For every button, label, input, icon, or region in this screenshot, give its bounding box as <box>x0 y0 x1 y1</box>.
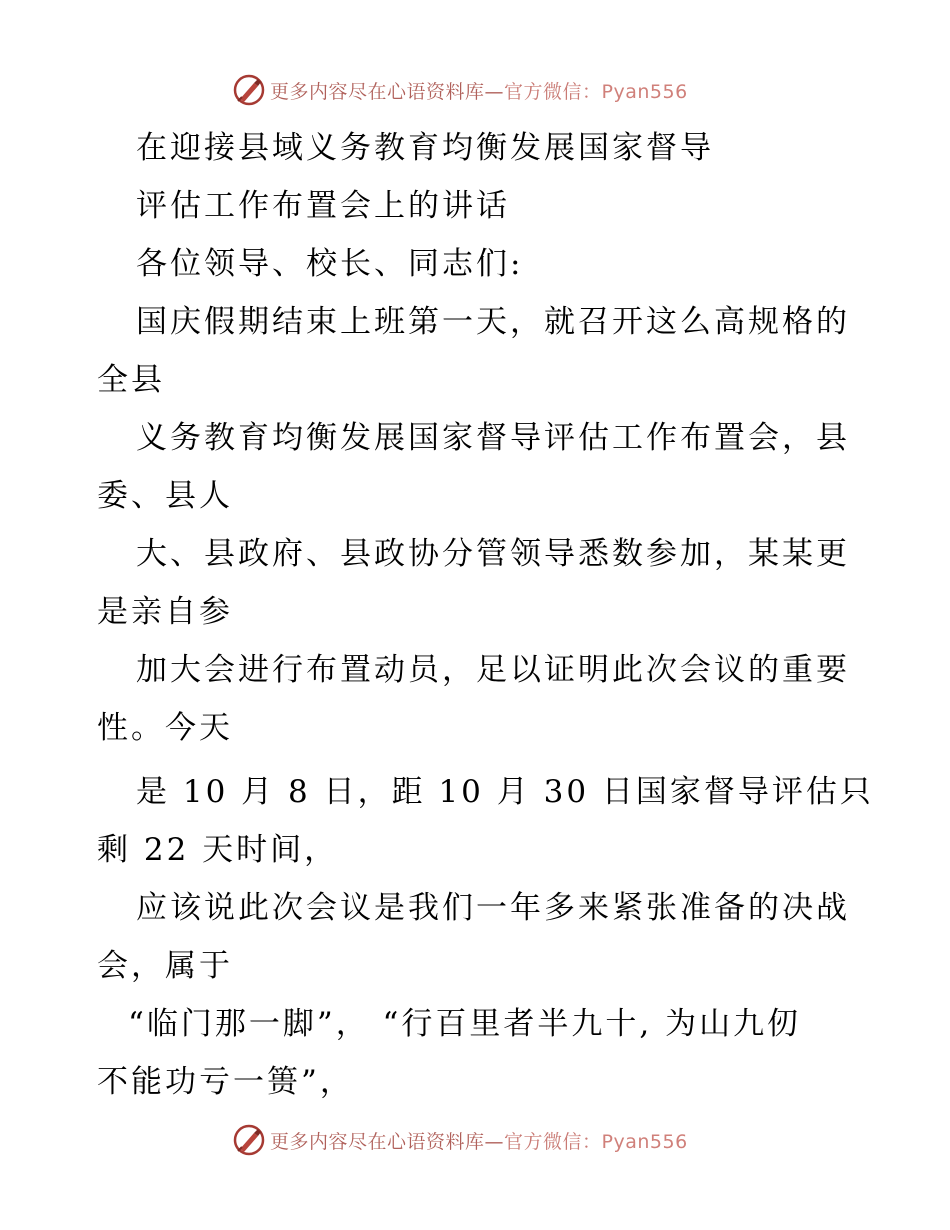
salutation: 各位领导、校长、同志们: <box>136 246 524 282</box>
text-line: 是 10 月 8 日，距 10 月 30 日国家督导评估只 <box>136 774 874 810</box>
watermark-account: Pyan556 <box>601 1130 688 1153</box>
watermark-label: 官方微信： <box>504 80 602 103</box>
text-line: 国庆假期结束上班第一天，就召开这么高规格的 <box>136 304 850 340</box>
watermark-dash: — <box>484 1130 505 1153</box>
watermark-label: 官方微信： <box>504 1130 602 1153</box>
text-line: “临门那一脚”， “行百里者半九十, 为山九仞 <box>128 1006 802 1042</box>
watermark-dash: — <box>484 80 505 103</box>
title-line-2: 评估工作布置会上的讲话 <box>136 188 510 224</box>
text-line: 应该说此次会议是我们一年多来紧张准备的决战 <box>136 890 850 926</box>
text-line: 大、县政府、县政协分管领导悉数参加，某某更 <box>136 536 850 572</box>
watermark-text <box>270 1127 688 1154</box>
text-line: 是亲自参 <box>97 594 233 630</box>
watermark-banner-bottom <box>232 1122 712 1158</box>
red-pen-logo-icon <box>232 1123 266 1157</box>
text-line: 不能功亏一篑”， <box>97 1064 354 1100</box>
title-line-1: 在迎接县域义务教育均衡发展国家督导 <box>136 130 714 166</box>
watermark-account: Pyan556 <box>601 80 688 103</box>
text-line: 全县 <box>97 362 165 398</box>
text-line: 会，属于 <box>97 948 233 984</box>
text-line: 剩 22 天时间， <box>97 832 339 868</box>
text-line: 委、县人 <box>97 478 233 514</box>
watermark-site: 更多内容尽在心语资料库 <box>270 1130 485 1153</box>
watermark-site: 更多内容尽在心语资料库 <box>270 80 485 103</box>
text-line: 加大会进行布置动员，足以证明此次会议的重要 <box>136 652 850 688</box>
text-line: 性。今天 <box>97 710 233 746</box>
text-line: 义务教育均衡发展国家督导评估工作布置会，县 <box>136 420 850 456</box>
